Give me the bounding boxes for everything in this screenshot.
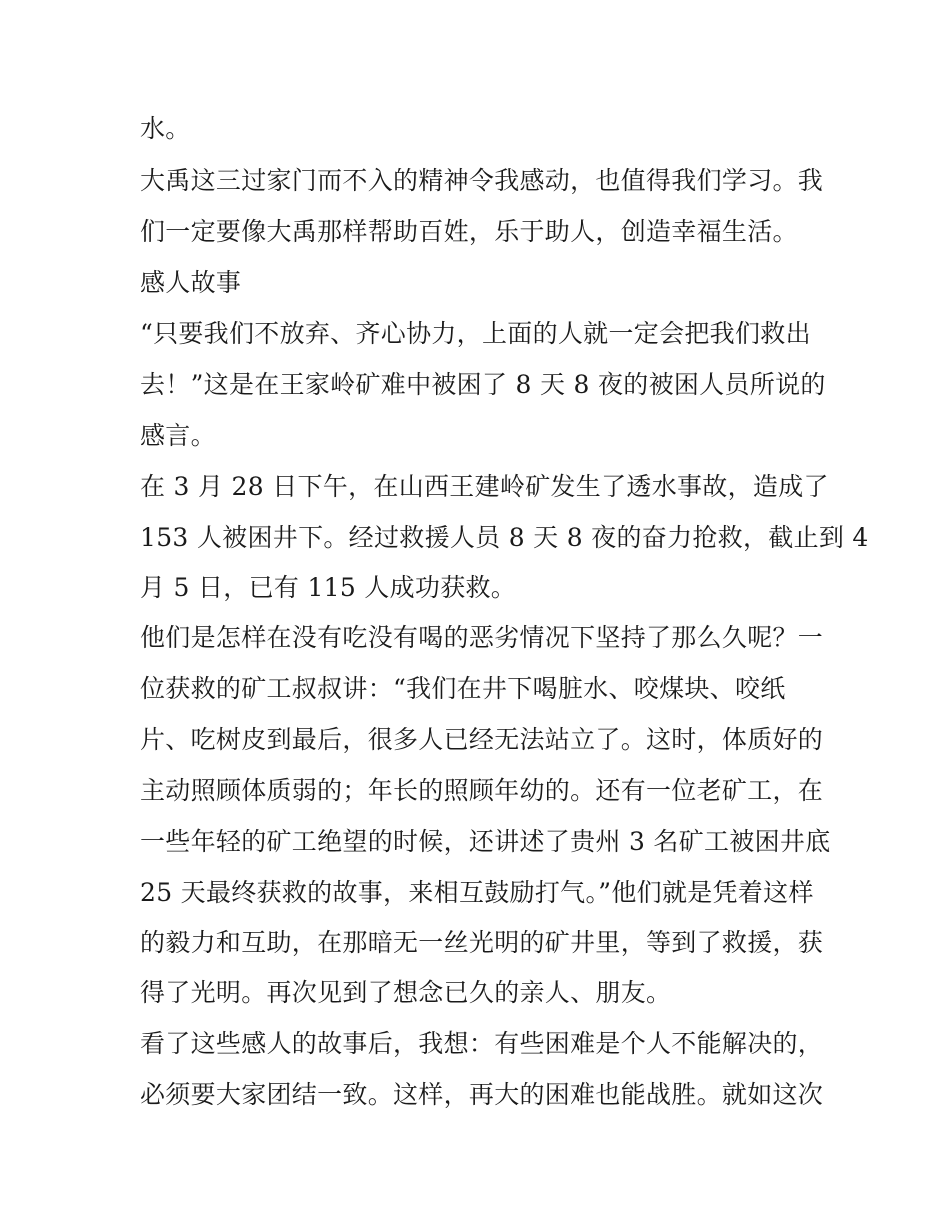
- text-line: 感言。: [140, 421, 216, 450]
- text-line: 去！”这是在王家岭矿难中被困了 8 天 8 夜的被困人员所说的: [140, 370, 826, 399]
- text-line: 的毅力和互助，在那暗无一丝光明的矿井里，等到了救援，获: [140, 928, 824, 957]
- text-line: 25 天最终获救的故事，来相互鼓励打气。”他们就是凭着这样: [140, 878, 814, 907]
- text-line: 一些年轻的矿工绝望的时候，还讲述了贵州 3 名矿工被困井底: [140, 827, 831, 856]
- text-line: 他们是怎样在没有吃没有喝的恶劣情况下坚持了那么久呢？一: [140, 623, 824, 652]
- text-line: 们一定要像大禹那样帮助百姓，乐于助人，创造幸福生活。: [140, 217, 798, 246]
- text-line: 大禹这三过家门而不入的精神令我感动，也值得我们学习。我: [140, 166, 824, 195]
- text-line: 主动照顾体质弱的；年长的照顾年幼的。还有一位老矿工，在: [140, 776, 824, 805]
- text-line: 153 人被困井下。经过救援人员 8 天 8 夜的奋力抢救，截止到 4: [140, 523, 869, 552]
- text-line: 位获救的矿工叔叔讲：“我们在井下喝脏水、咬煤块、咬纸: [140, 674, 786, 703]
- text-line: 片、吃树皮到最后，很多人已经无法站立了。这时，体质好的: [140, 725, 824, 754]
- text-line: 水。: [140, 114, 191, 143]
- text-line: 必须要大家团结一致。这样，再大的困难也能战胜。就如这次: [140, 1080, 824, 1109]
- text-line: “只要我们不放弃、齐心协力，上面的人就一定会把我们救出: [140, 319, 811, 348]
- text-line: 月 5 日，已有 115 人成功获救。: [140, 573, 517, 602]
- text-line: 在 3 月 28 日下午，在山西王建岭矿发生了透水事故，造成了: [140, 472, 829, 501]
- text-line: 看了这些感人的故事后，我想：有些困难是个人不能解决的，: [140, 1029, 824, 1058]
- section-heading: 感人故事: [140, 268, 242, 297]
- text-line: 得了光明。再次见到了想念已久的亲人、朋友。: [140, 978, 672, 1007]
